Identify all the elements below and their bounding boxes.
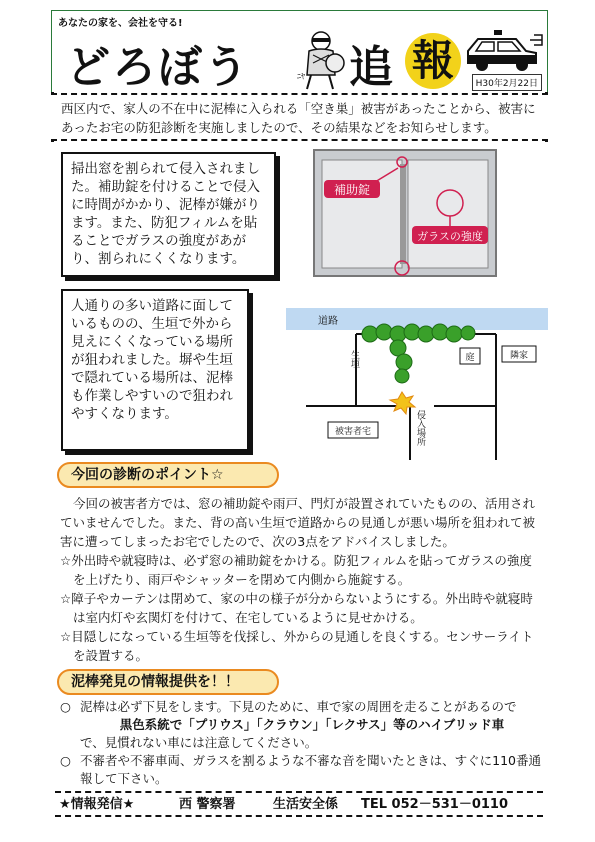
circle-mark: ○	[60, 699, 71, 714]
window-illustration	[312, 148, 498, 278]
map-hedge-label: 生垣	[349, 350, 359, 368]
info-item-2-text: 不審者や不審車両、ガラスを割るような不審な音を聞いたときは、すぐに110番通報して下さい。	[80, 753, 541, 786]
footer-tel: TEL 052－531－0110	[361, 797, 509, 812]
header-banner	[51, 10, 548, 100]
map-neighbor-label: 隣家	[509, 351, 529, 361]
map-garden-label: 庭	[465, 353, 475, 363]
footer-section: 生活安全係	[273, 797, 339, 812]
footer	[55, 791, 543, 817]
entry-burst-icon	[390, 392, 415, 414]
point-item-3: ☆目隠しになっている生垣等を伐採し、外からの見通しを良くする。センサーライトを設置する。	[60, 629, 534, 663]
glass-label: ガラスの強度	[417, 230, 483, 243]
thief-icon	[295, 29, 347, 91]
info-item-1-c: で、見慣れない車には注意してください。	[80, 735, 318, 750]
issue-date: H30年2月22日	[472, 74, 542, 91]
circle-mark: ○	[60, 753, 71, 768]
title-dorobou: どろぼう	[66, 42, 250, 93]
info-heading: 泥棒発見の情報提供を！！	[57, 669, 279, 695]
case2-box: 人通りの多い道路に面しているものの、生垣で外から見えにくくなっている場所が狙われました。塀や生垣で隠れている場所は、泥棒も作業しやすいので狙われやすくなります。	[61, 289, 249, 451]
points-heading: 今回の診断のポイント☆	[57, 462, 279, 488]
info-body	[60, 698, 544, 788]
footer-label: ★情報発信★	[59, 797, 135, 812]
footer-station: 西 警察署	[179, 797, 236, 812]
tagline: あなたの家を、会社を守る!	[58, 18, 183, 29]
info-item-1-a: 泥棒は必ず下見をします。下見のために、車で家の周囲を走ることがあるので	[80, 699, 517, 714]
map-victim-label: 被害者宅	[334, 427, 372, 437]
intro-text: 西区内で、家人の不在中に泥棒に入られる「空き巣」被害があったことから、被害にあったお宅の防犯診断を実施しましたので、その結果などをお知らせします。	[51, 93, 548, 141]
info-item-2	[60, 752, 544, 788]
info-item-1	[60, 698, 544, 752]
police-car-icon	[464, 29, 544, 73]
points-intro: 今回の被害者方では、窓の補助錠や雨戸、門灯が設置されていたものの、活用されていませんでした。また、背の高い生垣で道路からの見通しが悪い場所を狙われて被害に遭ってしまったお宅でしたので、次の3点をアドバイスしました。	[60, 496, 536, 549]
title-tsui: 追	[349, 42, 393, 93]
svg-text:ﾆﾔ: ﾆﾔ	[297, 72, 305, 81]
info-item-1-b: 黒色系統で「プリウス」「クラウン」「レクサス」等のハイブリッド車	[119, 717, 505, 732]
point-item-2: ☆障子やカーテンは閉めて、家の中の様子が分からないようにする。外出時や就寝時は室内灯や玄関灯を付けて、在宅しているように見せかける。	[60, 591, 533, 625]
lock-label: 補助錠	[333, 183, 371, 197]
point-item-1: ☆外出時や就寝時は、必ず窓の補助錠をかける。防犯フィルムを貼ってガラスの強度を上げたり、雨戸やシャッターを閉めて内側から施錠する。	[60, 553, 532, 587]
case1-box: 掃出窓を割られて侵入されました。補助錠を付けることで侵入に時間がかかり、泥棒が嫌がります。また、防犯フィルムを貼ることでガラスの強度があがり、割られにくくなります。	[61, 152, 276, 277]
hedge-bushes	[362, 324, 475, 383]
map-entry-label: 侵入場所	[415, 410, 425, 446]
points-body	[60, 494, 544, 665]
map-road-label: 道路	[318, 316, 338, 327]
title-ho: 報	[405, 33, 461, 89]
site-map	[286, 300, 548, 460]
